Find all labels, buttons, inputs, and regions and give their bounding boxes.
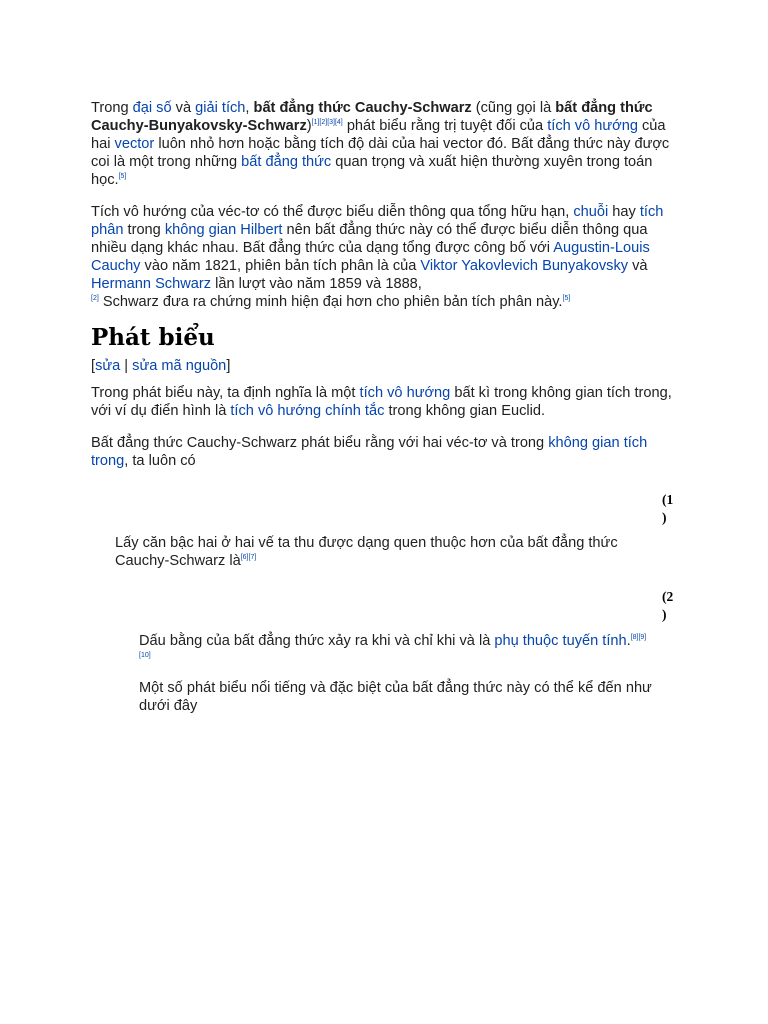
text: luôn nhỏ hơn hoặc bằng tích độ dài của hai vector đó. Bất đẳng thức này được coi là một trong những: [91, 136, 670, 170]
reference-5[interactable]: [563, 295, 571, 302]
eq-number-text: (2: [662, 589, 674, 604]
reference-2[interactable]: [91, 295, 99, 302]
reference-6-7[interactable]: [241, 554, 257, 561]
link-viktor-bunyakovsky[interactable]: Viktor Yakovlevich Bunyakovsky: [420, 258, 629, 274]
term-cauchy-bunyakovsky-schwarz: bất đẳng thức Cauchy-Bunyakovsky-Schwarz: [91, 100, 653, 134]
text: nên bất đẳng thức này có thể được biểu diễn thông qua nhiều dạng khác nhau. Bất đẳng thức của dạng tổng được công bố với: [91, 222, 648, 256]
text: của hai: [91, 118, 666, 152]
link-khong-gian-tich-trong[interactable]: không gian tích trong: [91, 435, 648, 469]
eq-number-text: ): [662, 510, 667, 525]
equality-condition-paragraph: [139, 632, 679, 668]
statement-paragraph: [91, 434, 679, 470]
text: phát biểu rằng trị tuyệt đối của: [342, 118, 548, 134]
square-root-paragraph: [115, 534, 675, 570]
text: .: [626, 633, 631, 649]
bracket: ]: [226, 358, 231, 374]
link-tich-vo-huong[interactable]: tích vô hướng: [547, 118, 638, 134]
link-hermann-schwarz[interactable]: Hermann Schwarz: [91, 276, 212, 292]
reference-link[interactable]: [10]: [139, 652, 151, 659]
link-giai-tich[interactable]: giải tích: [195, 100, 246, 116]
reference-10[interactable]: [139, 652, 151, 659]
reference-link[interactable]: [5]: [118, 173, 127, 180]
text: trong: [123, 222, 165, 238]
link-augustin-louis-cauchy[interactable]: Augustin-Louis Cauchy: [91, 240, 650, 274]
text: lần lượt vào năm 1859 và 1888,: [211, 276, 422, 292]
text: và: [171, 100, 196, 116]
text: vào năm 1821, phiên bản tích phân là của: [140, 258, 421, 274]
text: Dấu bằng của bất đẳng thức xảy ra khi và chỉ khi và là: [139, 633, 495, 649]
reference-link[interactable]: [8][9]: [630, 634, 647, 641]
section-heading: Phát biểu: [91, 324, 215, 351]
equation-number-2: [662, 588, 680, 624]
text: và: [628, 258, 648, 274]
reference-link[interactable]: [1][2][3][4]: [311, 119, 343, 126]
text: Lấy căn bậc hai ở hai vế ta thu được dạng quen thuộc hơn của bất đẳng thức Cauchy-Schwarz là: [115, 535, 618, 569]
text: Tích vô hướng của véc-tơ có thể được biểu diễn thông qua tổng hữu hạn,: [91, 204, 574, 220]
link-tich-phan[interactable]: tích phân: [91, 204, 664, 238]
link-bat-dang-thuc[interactable]: bất đẳng thức: [241, 154, 332, 170]
text: Schwarz đưa ra chứng minh hiện đại hơn cho phiên bản tích phân này.: [98, 294, 563, 310]
edit-section-links: [91, 357, 679, 375]
intro-paragraph: [91, 99, 679, 189]
edit-link[interactable]: sửa: [95, 358, 121, 374]
text: quan trọng và xuất hiện thường xuyên trong toán học.: [91, 154, 653, 188]
link-vector[interactable]: vector: [114, 136, 155, 152]
reference-link[interactable]: [2]: [91, 295, 99, 302]
special-statements-paragraph: Một số phát biểu nổi tiếng và đặc biệt của bất đẳng thức này có thể kể đến như dưới đây: [139, 680, 652, 714]
link-chuoi[interactable]: chuỗi: [573, 204, 609, 220]
text: trong không gian Euclid.: [384, 403, 546, 419]
article-body: [91, 99, 679, 714]
link-tich-vo-huong[interactable]: tích vô hướng: [359, 385, 451, 401]
text: (cũng gọi là: [471, 100, 556, 116]
text: hay: [608, 204, 640, 220]
definition-paragraph: [91, 384, 679, 420]
reference-5[interactable]: [119, 173, 127, 180]
term-cauchy-schwarz: bất đẳng thức Cauchy-Schwarz: [253, 100, 472, 116]
text: ): [306, 118, 312, 134]
text: bất kì trong không gian tích trong, với ví dụ điển hình là: [91, 385, 672, 419]
link-dai-so[interactable]: đại số: [132, 100, 172, 116]
history-paragraph: [91, 203, 679, 311]
link-phu-thuoc-tuyen-tinh[interactable]: phụ thuộc tuyến tính: [494, 633, 627, 649]
link-tich-vo-huong-chinh-tac[interactable]: tích vô hướng chính tắc: [230, 403, 385, 419]
reference-8-9[interactable]: [631, 634, 647, 641]
eq-number-text: (1: [662, 492, 674, 507]
text: Bất đẳng thức Cauchy-Schwarz phát biểu rằng với hai véc-tơ và trong: [91, 435, 549, 451]
text: Trong phát biểu này, ta định nghĩa là một: [91, 385, 360, 401]
text: , ta luôn có: [124, 453, 196, 469]
separator: |: [120, 358, 133, 374]
reference-link[interactable]: [6][7]: [240, 554, 257, 561]
text: ,: [245, 100, 254, 116]
eq-number-text: ): [662, 607, 667, 622]
edit-source-link[interactable]: sửa mã nguồn: [132, 358, 227, 374]
bracket: [: [91, 358, 96, 374]
reference-link[interactable]: [5]: [562, 295, 571, 302]
text: Trong: [91, 100, 133, 116]
reference-1-4[interactable]: [312, 119, 343, 126]
link-khong-gian-hilbert[interactable]: không gian Hilbert: [164, 222, 283, 238]
equation-number-1: [662, 491, 680, 527]
